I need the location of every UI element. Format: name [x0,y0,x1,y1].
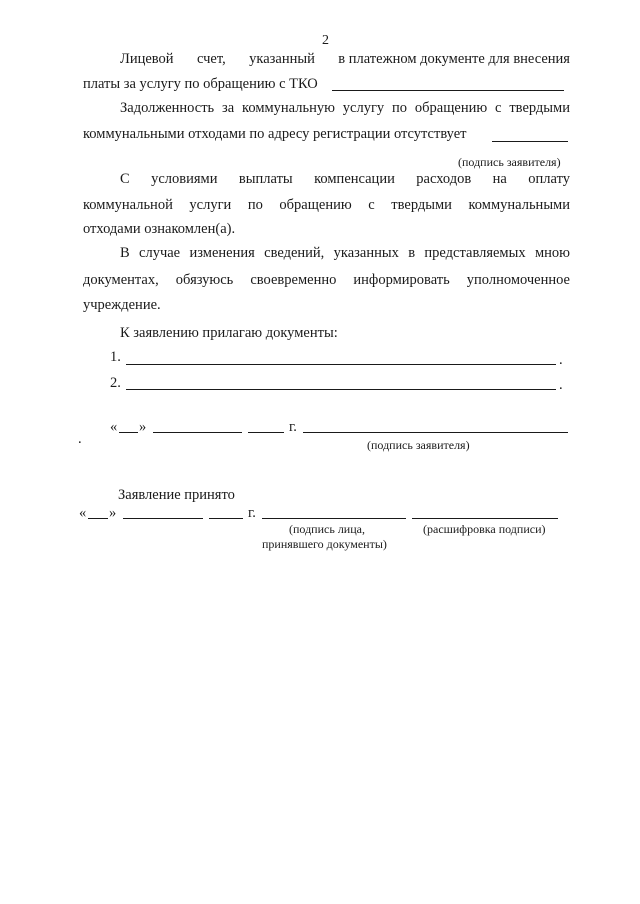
attachment-number-1: 1. [110,349,121,365]
attachment-end-mark-2: . [559,377,563,393]
accepted-open-quote: « [79,505,87,521]
word: счет, [196,51,226,67]
attachment-number-2: 2. [110,375,121,391]
attachment-blank-2 [126,389,556,390]
attachments-heading: К заявлению прилагаю документы: [120,325,338,341]
attachment-blank-1 [126,364,556,365]
accepted-sign-caption-line-2: принявшего документы) [262,537,387,551]
attachment-end-mark-1: . [559,352,563,368]
debt-sign-caption: (подпись заявителя) [458,155,561,169]
accepted-sign-caption-line-1: (подпись лица, [289,522,365,536]
accepted-year-blank [209,518,243,519]
date-year-blank [248,432,284,433]
accepted-decoding-blank [412,518,558,519]
page-number: 2 [322,33,329,48]
stray-mark: . [78,431,82,447]
accepted-sign-blank [262,518,406,519]
accepted-close-quote: » [109,505,117,521]
personal-account-line-2: платы за услугу по обращению с ТКО [83,76,318,92]
date-year-suffix: г. [289,419,297,435]
conditions-line-3: отходами ознакомлен(а). [83,221,236,237]
word: Лицевой [120,51,174,67]
conditions-line-2: коммунальной услуги по обращению с твердыми коммунальными [83,197,570,213]
accepted-year-suffix: г. [248,505,256,521]
date-open-quote: « [110,419,118,435]
change-line-3: учреждение. [83,297,161,313]
change-line-2: документах, обязуюсь своевременно информировать уполномоченное [83,272,570,288]
conditions-line-1: С условиями выплаты компенсации расходов на оплату [120,171,570,187]
change-line-1: В случае изменения сведений, указанных в представляемых мною [120,245,570,261]
accepted-decoding-caption: (расшифровка подписи) [423,522,546,536]
word: в платежном документе для внесения [338,51,570,67]
accepted-month-blank [123,518,203,519]
personal-account-line-1 [120,50,570,68]
accepted-day-blank [88,518,108,519]
accepted-title: Заявление принято [118,487,235,503]
debt-sign-blank [492,141,568,142]
date-month-blank [153,432,242,433]
applicant-sign-blank [303,432,568,433]
debt-line-1: Задолженность за коммунальную услугу по обращению с твердыми [120,100,570,116]
personal-account-blank [332,90,564,91]
applicant-sign-caption: (подпись заявителя) [367,438,470,452]
date-day-blank [119,432,138,433]
debt-line-2: коммунальными отходами по адресу регистрации отсутствует [83,126,467,142]
date-close-quote: » [139,419,147,435]
word: указанный [249,51,315,67]
